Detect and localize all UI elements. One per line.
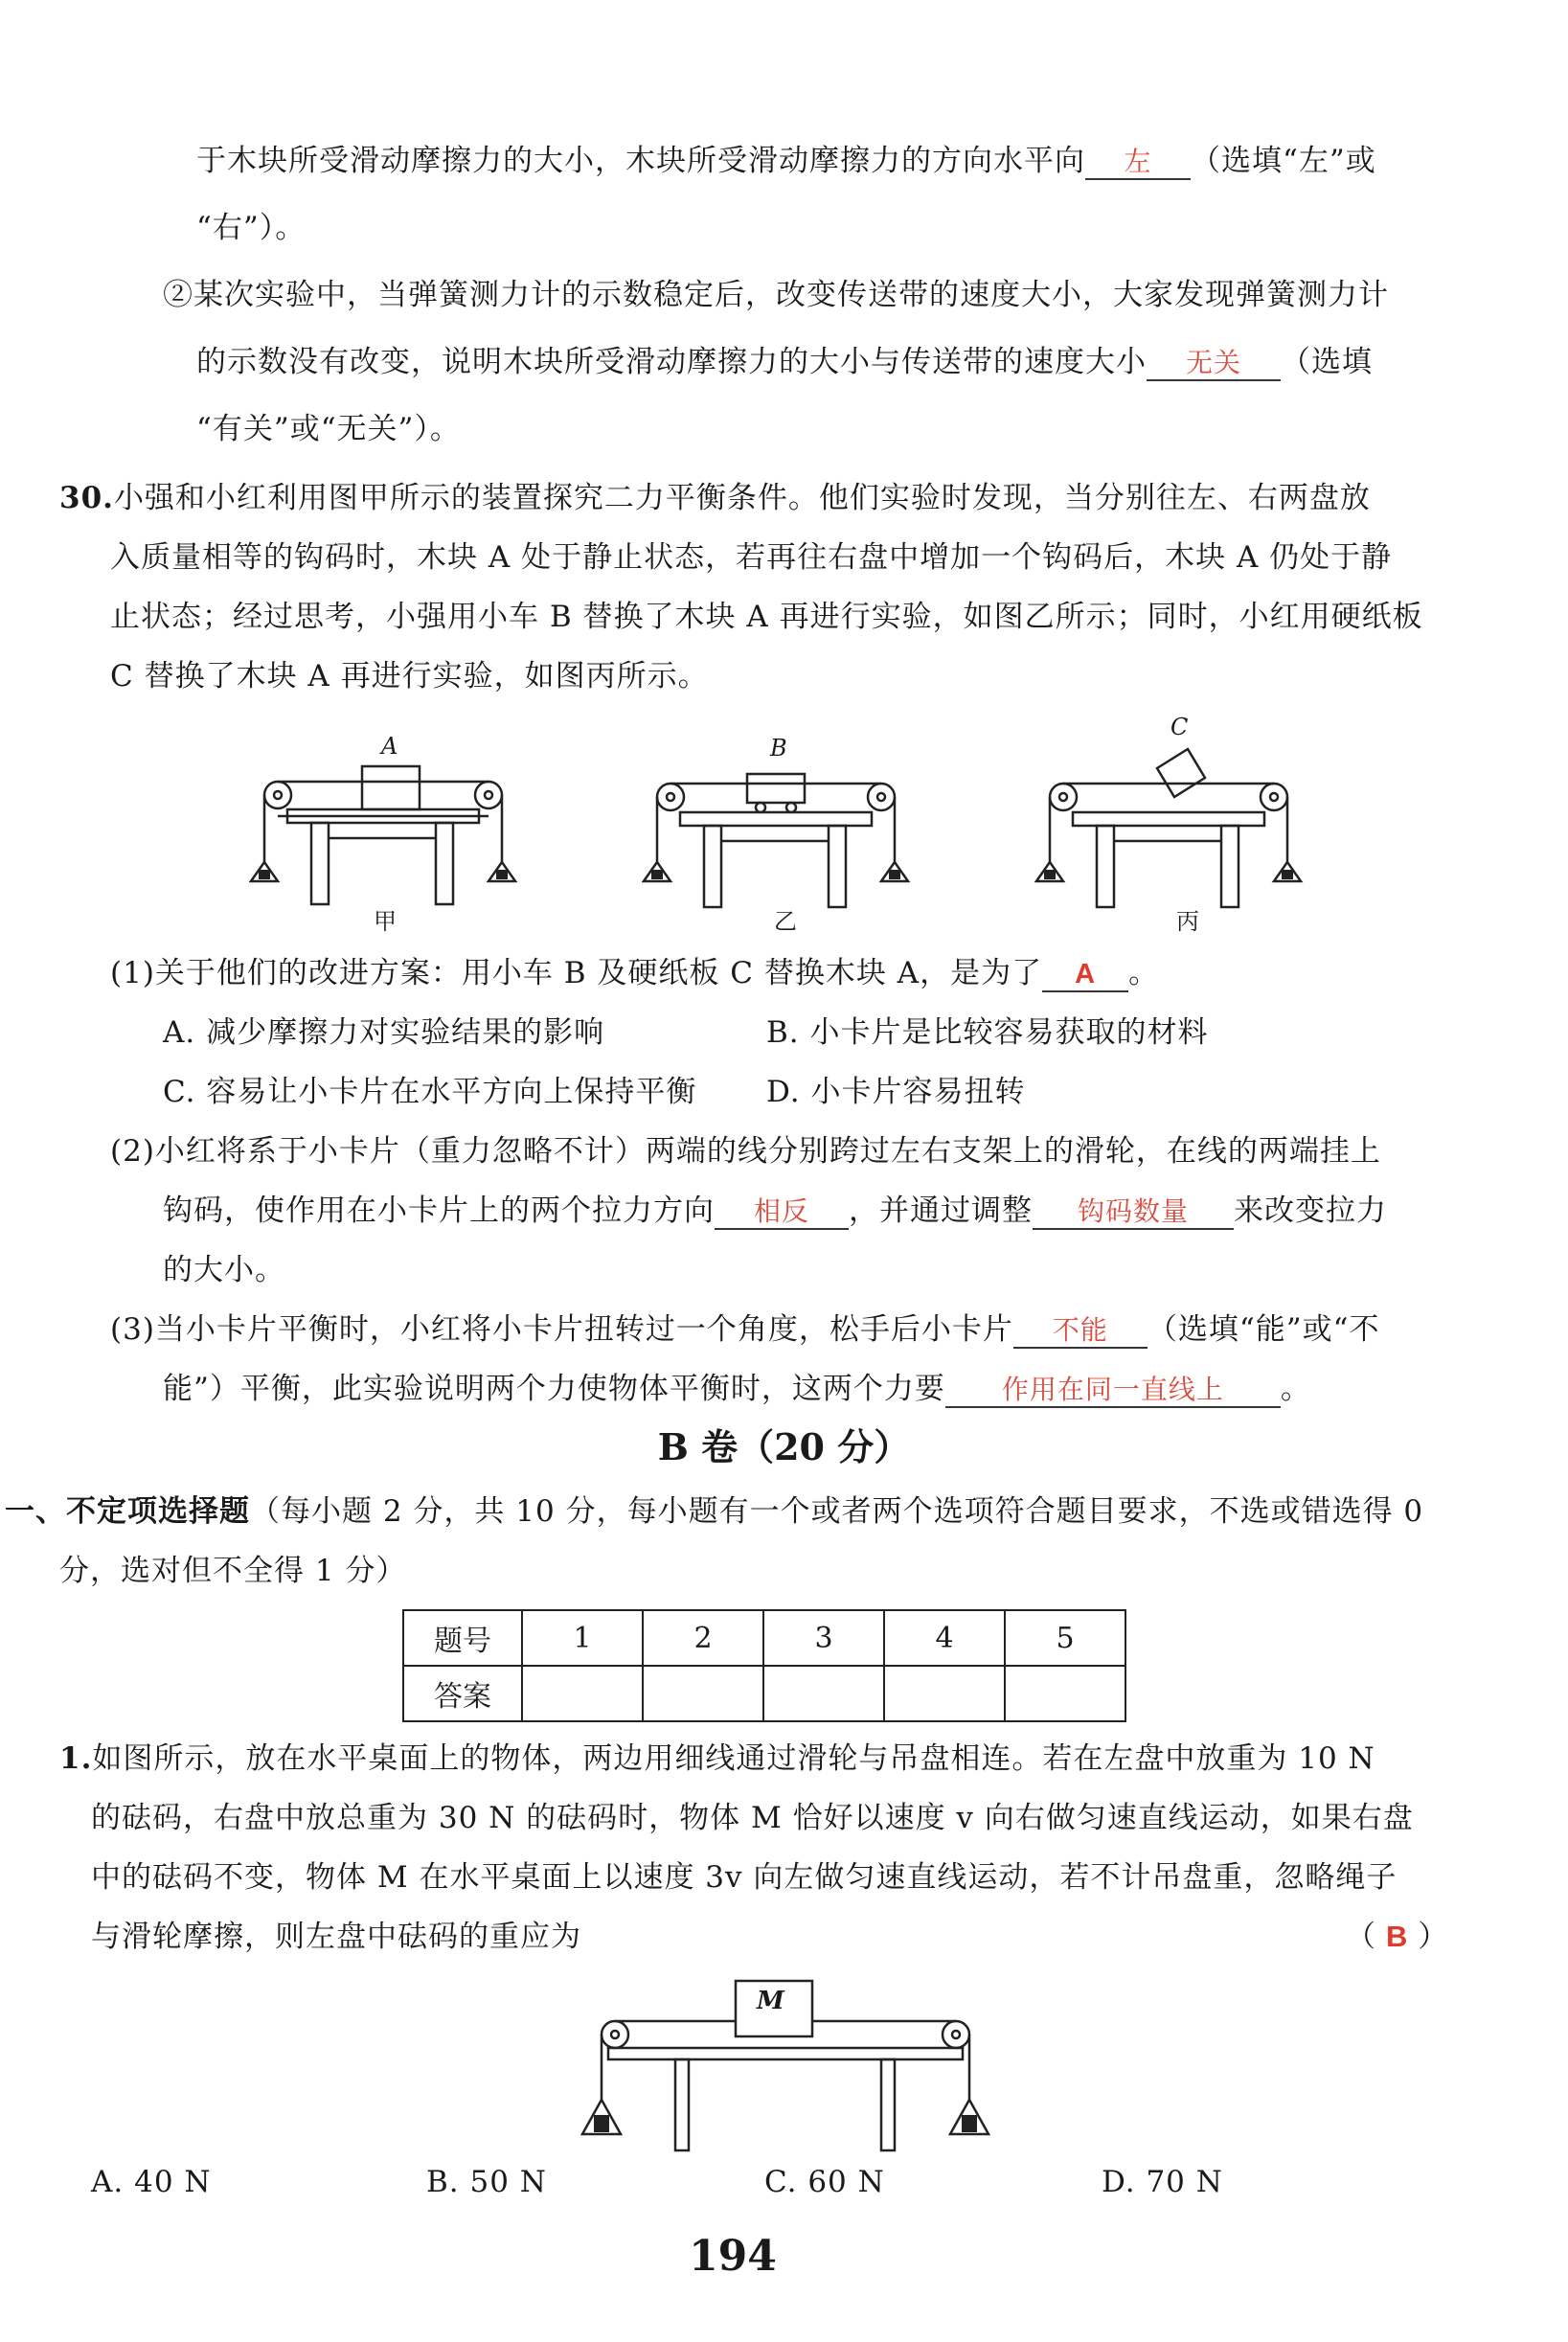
q30-option-b: B. 小卡片是比较容易获取的材料	[766, 1015, 1209, 1050]
table-row-label: 答案	[403, 1666, 522, 1721]
q1-number: 1.	[59, 1741, 93, 1776]
q1-line1: 1.如图所示，放在水平桌面上的物体，两边用细线通过滑轮与吊盘相连。若在左盘中放重为 10 N	[59, 1741, 1375, 1776]
table-header-cell: 1	[522, 1610, 643, 1666]
answer-cell-3[interactable]	[763, 1666, 884, 1721]
q30-part3-answer-condition[interactable]: 作用在同一直线上	[945, 1374, 1281, 1408]
q30-line1: 30.小强和小红利用图甲所示的装置探究二力平衡条件。他们实验时发现，当分别往左、右两盘放	[59, 481, 1371, 515]
q1-option-c: C. 60 N	[764, 2165, 885, 2199]
figure-bing-label-c: C	[1170, 714, 1189, 740]
table-row	[403, 1666, 1125, 1721]
q30-number: 30.	[59, 481, 114, 515]
q29-sub2-line3: “有关”或“无关”）。	[196, 412, 461, 446]
q30-part2-line1: (2)小红将系于小卡片（重力忽略不计）两端的线分别跨过左右支架上的滑轮，在线的两端挂上	[110, 1134, 1381, 1169]
q30-option-d: D. 小卡片容易扭转	[766, 1075, 1026, 1109]
q29-sub2-line2: 的示数没有改变，说明木块所受滑动摩擦力的大小与传送带的速度大小 无关 （选填	[196, 345, 1373, 379]
q30-part3-line2: 能”）平衡，此实验说明两个力使物体平衡时，这两个力要 作用在同一直线上 。	[163, 1372, 1311, 1406]
q29-line1: 于木块所受滑动摩擦力的大小，木块所受滑动摩擦力的方向水平向 左 （选填“左”或	[196, 144, 1376, 178]
q1-line2: 的砝码，右盘中放总重为 30 N 的砝码时，物体 M 恰好以速度 v 向右做匀速直线运动，如果右盘	[91, 1801, 1414, 1835]
section-b-heading: B 卷（20 分）	[657, 1425, 911, 1468]
q30-part2-answer-direction[interactable]: 相反	[715, 1195, 849, 1230]
section-b-part1-title: 一、不定项选择题	[5, 1494, 250, 1529]
table-header-cell: 4	[884, 1610, 1005, 1666]
table-header-cell: 2	[643, 1610, 763, 1666]
q29-line2: “右”）。	[196, 211, 307, 245]
answer-cell-2[interactable]	[643, 1666, 763, 1721]
q30-option-c: C. 容易让小卡片在水平方向上保持平衡	[163, 1075, 697, 1109]
figure-q1-label-m: M	[757, 1987, 784, 2015]
q30-line4: C 替换了木块 A 再进行实验，如图丙所示。	[110, 659, 709, 694]
q30-option-a: A. 减少摩擦力对实验结果的影响	[163, 1015, 605, 1050]
q30-line2: 入质量相等的钩码时，木块 A 处于静止状态，若再往右盘中增加一个钩码后，木块 A 仍处于静	[110, 540, 1393, 575]
q30-part2-answer-adjust[interactable]: 钩码数量	[1033, 1195, 1234, 1230]
q1-line3: 中的砝码不变，物体 M 在水平桌面上以速度 3v 向左做匀速直线运动，若不计吊盘重，忽略绳子	[91, 1860, 1398, 1895]
table-row	[403, 1610, 1125, 1666]
q29-answer-direction[interactable]: 左	[1085, 146, 1191, 180]
table-header-cell: 5	[1005, 1610, 1125, 1666]
q1-answer[interactable]: B	[1386, 1920, 1409, 1953]
section-b-part1-line1: 一、不定项选择题（每小题 2 分，共 10 分，每小题有一个或者两个选项符合题目要求，不选或错选得 0	[5, 1494, 1424, 1529]
page-number: 194	[689, 2232, 777, 2281]
q1-option-d: D. 70 N	[1102, 2165, 1223, 2199]
figure-bing-caption: 丙	[1176, 908, 1199, 935]
q30-part1: (1)关于他们的改进方案：用小车 B 及硬纸板 C 替换木块 A，是为了 A 。	[110, 956, 1160, 990]
q1-line4: 与滑轮摩擦，则左盘中砝码的重应为	[91, 1920, 581, 1954]
table-header-cell: 题号	[403, 1610, 522, 1666]
q1-option-a: A. 40 N	[91, 2165, 212, 2199]
figure-yi-caption: 乙	[774, 908, 797, 935]
figure-jia-label-a: A	[381, 733, 398, 760]
figure-bing	[1034, 738, 1312, 920]
answer-cell-5[interactable]	[1005, 1666, 1125, 1721]
q1-answer-bracket: （ B ）	[1346, 1920, 1449, 1954]
q30-line3: 止状态；经过思考，小强用小车 B 替换了木块 A 再进行实验，如图乙所示；同时，小红用硬纸板	[110, 600, 1423, 634]
figure-yi-label-b: B	[770, 735, 787, 762]
answer-cell-1[interactable]	[522, 1666, 643, 1721]
q29-sub2-line1: ②某次实验中，当弹簧测力计的示数稳定后，改变传送带的速度大小，大家发现弹簧测力计	[163, 278, 1389, 312]
q30-part3-line1: (3)当小卡片平衡时，小红将小卡片扭转过一个角度，松手后小卡片 不能 （选填“能”或“不	[110, 1312, 1380, 1347]
q30-part1-answer[interactable]: A	[1042, 958, 1128, 992]
q30-part2-line3: 的大小。	[163, 1253, 285, 1287]
figure-yi	[642, 738, 920, 920]
figure-q1	[575, 1973, 996, 2155]
q29-answer-speed[interactable]: 无关	[1147, 347, 1281, 381]
q1-option-b: B. 50 N	[426, 2165, 547, 2199]
figure-jia-caption: 甲	[374, 908, 397, 935]
table-header-cell: 3	[763, 1610, 884, 1666]
answer-table	[402, 1609, 1126, 1722]
q30-part2-line2: 钩码，使作用在小卡片上的两个拉力方向 相反 ，并通过调整 钩码数量 来改变拉力	[163, 1194, 1387, 1228]
answer-cell-4[interactable]	[884, 1666, 1005, 1721]
q30-part3-answer-balance[interactable]: 不能	[1013, 1314, 1148, 1349]
section-b-part1-line2: 分，选对但不全得 1 分）	[59, 1554, 407, 1588]
